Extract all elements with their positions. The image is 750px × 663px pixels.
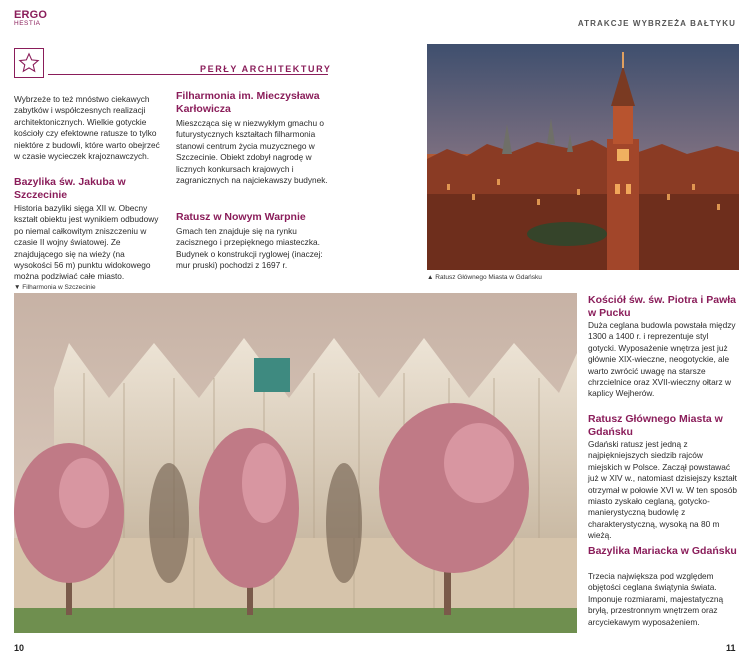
page-number-right: 11 [726, 643, 736, 653]
arrow-up-icon: ▲ [427, 274, 434, 281]
page-number-left: 10 [14, 643, 25, 653]
arrow-down-icon: ▼ [14, 284, 21, 291]
text-kosciol-puck: Duża ceglana budowla powstała między 1300 a 1400 r. i reprezentuje styl gotycki. Wyposażenie wnętrza jest już głównie XIX-wieczne, neogotyckie, ale warto zwrócić uwagę na starsze chrzcielnice oraz XVII-wieczny ołtarz w kaplicy Wejherów. [588, 320, 736, 399]
heading-filharmonia: Filharmonia im. Mieczysława Karłowicza [176, 90, 320, 115]
photo-gdansk-town-hall [427, 44, 739, 270]
section-title: PERŁY ARCHITEKTURY [200, 64, 332, 74]
text-ratusz-warpno: Gmach ten znajduje się na rynku zacisznego i przepięknego miasteczka. Budynek o konstrukcji ryglowej (inaczej: mur pruski) pochodzi z 1697 r. [176, 226, 323, 271]
heading-kosciol-puck: Kościół św. św. Piotra i Pawła w Pucku [588, 294, 737, 319]
photo-philharmonic [14, 293, 577, 633]
text-filharmonia: Mieszcząca się w niezwykłym gmachu o futurystycznych kształtach filharmonia stanowi centrum życia muzycznego w Szczecinie. Obiekt zdobył nagrodę w licznych konkursach krajowych i zagranicznych na najciekawszy budynek. [176, 118, 328, 186]
section-icon-box [14, 48, 44, 78]
caption-gdansk: ▲ Ratusz Głównego Miasta w Gdańsku [427, 274, 542, 281]
star-icon [18, 52, 40, 74]
text-bazylika-jakuba: Historia bazyliki sięga XII w. Obecny kształt obiektu jest wynikiem odbudowy po niemal całkowitym zniszczeniu w czasie II wojny światowej. Ze znajdującego się na wieży (na wysokości 56 m) punktu widokowego można podziwiać całe miasto. [14, 203, 159, 282]
brand-logo: ERGO [14, 9, 48, 21]
text-ratusz-gdansk: Gdański ratusz jest jedną z najpiękniejszych siedzib rajców miejskich w Polsce. Zaczął powstawać już w XIV w., natomiast dzisiejszy kształt otrzymał w połowie XVI w. W ten sposób miasto zyskało ceglaną, gotycko-manierystyczną budowlę z charakterystyczną, wysoką na 80 m wieżą. [588, 439, 737, 541]
section-rule [48, 74, 328, 75]
brand-logo-subtitle: HESTIA [14, 20, 41, 27]
intro-text: Wybrzeże to też mnóstwo ciekawych zabytków i współczesnych realizacji architektonicznych. Wielkie gotyckie kościoły czy efektowne ratusze to tylko niektóre z budowli, które warto obejrzeć w czasie wycieczek krajoznawczych. [14, 94, 160, 162]
heading-bazylika-jakuba: Bazylika św. Jakuba w Szczecinie [14, 176, 126, 201]
heading-ratusz-gdansk: Ratusz Głównego Miasta w Gdańsku [588, 413, 723, 438]
text-bazylika-mariacka: Trzecia największa pod względem objętości ceglana świątynia świata. Imponuje rozmiarami, majestatyczną bryłą, przestronnym wnętrzem oraz arcyciekawym wyposażeniem. [588, 571, 724, 627]
running-head: ATRAKCJE WYBRZEŻA BAŁTYKU [577, 19, 736, 28]
heading-ratusz-warpno: Ratusz w Nowym Warpnie [176, 211, 306, 223]
caption-philharmonic: ▼ Filharmonia w Szczecinie [14, 284, 96, 291]
heading-bazylika-mariacka: Bazylika Mariacka w Gdańsku [588, 545, 737, 557]
